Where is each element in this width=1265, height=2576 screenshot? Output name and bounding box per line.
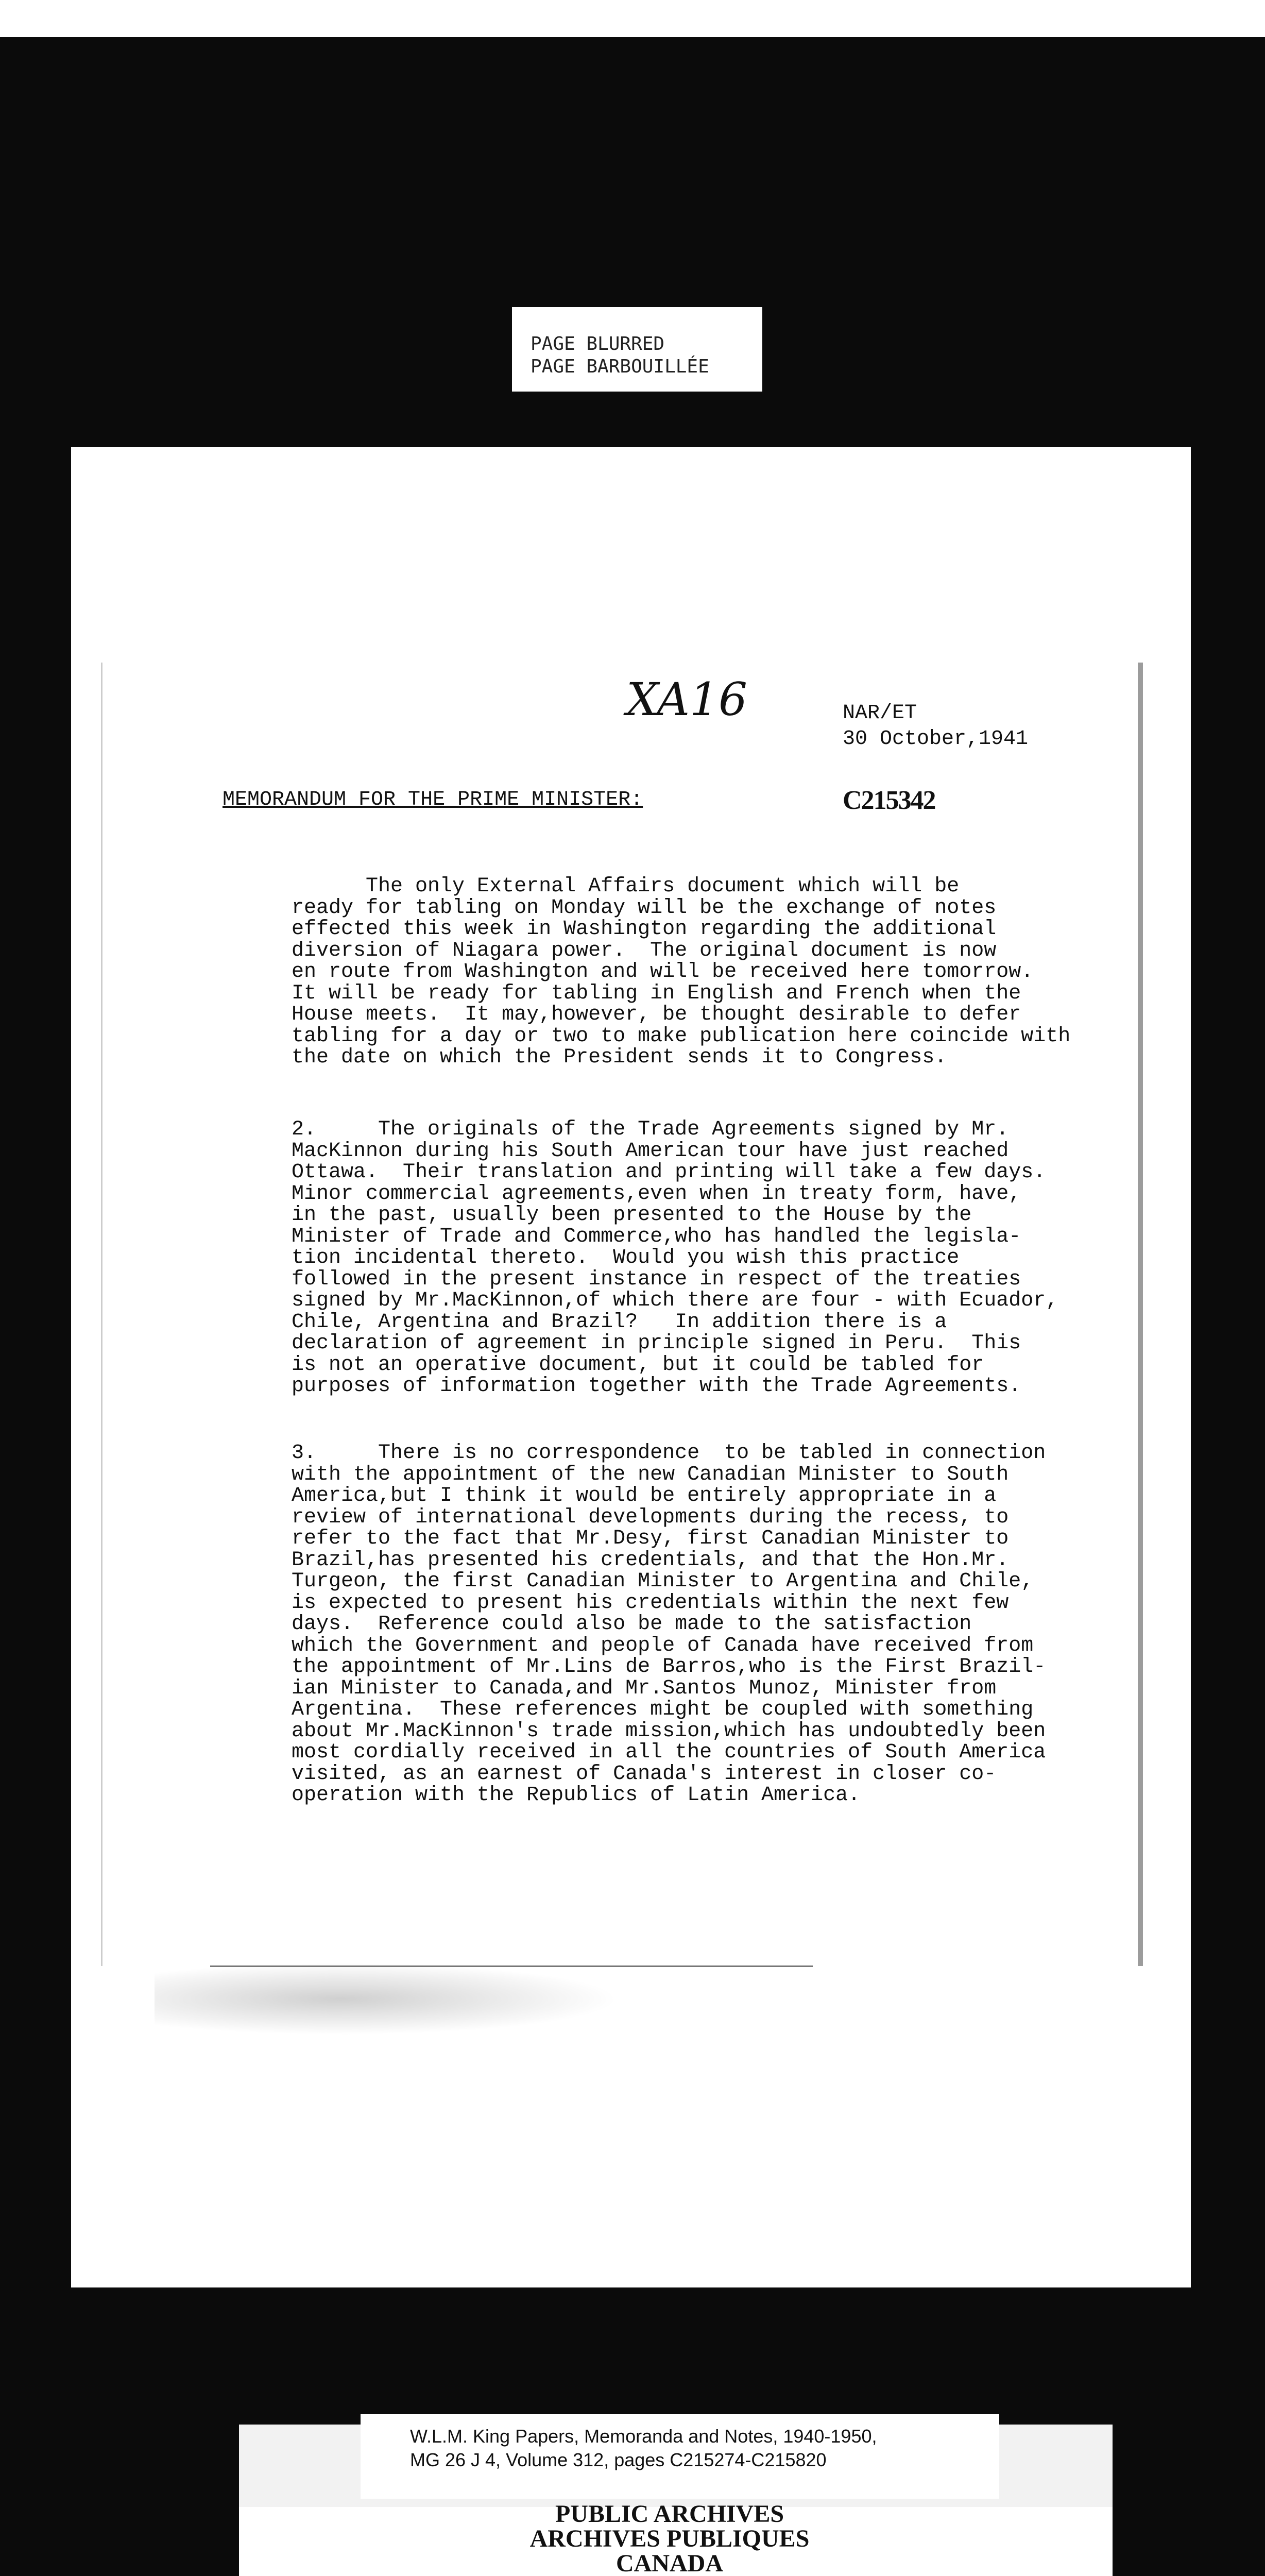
text-line: effected this week in Washington regarding the additional [292, 918, 997, 941]
handwritten-file-mark: XA16 [626, 673, 748, 726]
text-line: is expected to present his credentials within the next few [292, 1591, 1009, 1615]
text-line: purposes of information together with the Trade Agreements. [292, 1375, 1021, 1398]
text-line: review of international developments during the recess, to [292, 1505, 1009, 1529]
text-line: ready for tabling on Monday will be the exchange of notes [292, 896, 997, 920]
archives-line-1: PUBLIC ARCHIVES [555, 2500, 784, 2528]
reference-code: NAR/ET [843, 702, 917, 725]
text-line: diversion of Niagara power. The original document is now [292, 939, 997, 962]
text-line: tabling for a day or two to make publication here coincide with [292, 1024, 1071, 1048]
text-line: It will be ready for tabling in English and French when the [292, 981, 1021, 1005]
text-line: signed by Mr.MacKinnon,of which there are four - with Ecuador, [292, 1289, 1058, 1312]
blur-notice-english: PAGE BLURRED [531, 333, 665, 354]
paragraph-2 [292, 1119, 1095, 1397]
memo-bottom-edge [210, 1965, 813, 1967]
text-line: The only External Affairs document which will be [292, 875, 960, 898]
text-line: America,but I think it would be entirely appropriate in a [292, 1484, 997, 1507]
caption-line-2: MG 26 J 4, Volume 312, pages C215274-C215820 [410, 2449, 827, 2470]
text-line: in the past, usually been presented to the House by the [292, 1204, 972, 1227]
paragraph-3 [292, 1443, 1095, 1806]
text-line: Brazil,has presented his credentials, and that the Hon.Mr. [292, 1548, 1009, 1572]
text-line: about Mr.MacKinnon's trade mission,which has undoubtedly been [292, 1719, 1046, 1743]
memo-date: 30 October,1941 [843, 727, 1029, 751]
page-blurred-notice [512, 307, 762, 392]
archives-line-2: ARCHIVES PUBLIQUES [529, 2525, 810, 2552]
text-line: is not an operative document, but it could be tabled for [292, 1353, 984, 1377]
text-line: operation with the Republics of Latin America. [292, 1784, 861, 1807]
text-line: with the appointment of the new Canadian Minister to South [292, 1463, 1009, 1486]
archives-line-3: CANADA [616, 2550, 723, 2576]
text-line: en route from Washington and will be received here tomorrow. [292, 960, 1034, 984]
text-line: the date on which the President sends it to Congress. [292, 1046, 947, 1069]
film-top-strip [0, 0, 1265, 37]
text-line: ian Minister to Canada,and Mr.Santos Munoz, Minister from [292, 1676, 997, 1700]
text-line: declaration of agreement in principle signed in Peru. This [292, 1332, 1021, 1355]
text-line: which the Government and people of Canada have received from [292, 1634, 1034, 1657]
text-line: the appointment of Mr.Lins de Barros,who is the First Brazil- [292, 1655, 1046, 1679]
text-line: 3. There is no correspondence to be tabled in connection [292, 1442, 1046, 1465]
text-line: Minor commercial agreements,even when in treaty form, have, [292, 1182, 1021, 1206]
blur-notice-french: PAGE BARBOUILLÉE [531, 356, 709, 377]
text-line: Argentina. These references might be coupled with something [292, 1698, 1034, 1721]
memo-heading: MEMORANDUM FOR THE PRIME MINISTER: [223, 788, 643, 811]
scan-smudge [155, 1963, 618, 2035]
text-line: House meets. It may,however, be thought desirable to defer [292, 1003, 1021, 1026]
reference-block [843, 701, 1028, 752]
text-line: most cordially received in all the countries of South America [292, 1741, 1046, 1764]
text-line: followed in the present instance in respect of the treaties [292, 1267, 1021, 1291]
archives-imprint [505, 2502, 834, 2576]
text-line: Turgeon, the first Canadian Minister to Argentina and Chile, [292, 1570, 1034, 1593]
text-line: Minister of Trade and Commerce,who has handled the legisla- [292, 1225, 1021, 1248]
text-line: refer to the fact that Mr.Desy, first Canadian Minister to [292, 1527, 1009, 1550]
text-line: Chile, Argentina and Brazil? In addition there is a [292, 1310, 947, 1334]
text-line: MacKinnon during his South American tour have just reached [292, 1139, 1009, 1163]
text-line: 2. The originals of the Trade Agreements signed by Mr. [292, 1118, 1009, 1141]
caption-line-1: W.L.M. King Papers, Memoranda and Notes, 1940-1950, [410, 2426, 877, 2447]
document-number-stamp: C215342 [843, 786, 935, 815]
text-line: Ottawa. Their translation and printing will take a few days. [292, 1161, 1046, 1184]
collection-caption [361, 2414, 999, 2499]
paragraph-1 [292, 876, 1095, 1069]
text-line: visited, as an earnest of Canada's interest in closer co- [292, 1762, 997, 1786]
text-line: tion incidental thereto. Would you wish this practice [292, 1246, 960, 1269]
text-line: days. Reference could also be made to the satisfaction [292, 1613, 972, 1636]
